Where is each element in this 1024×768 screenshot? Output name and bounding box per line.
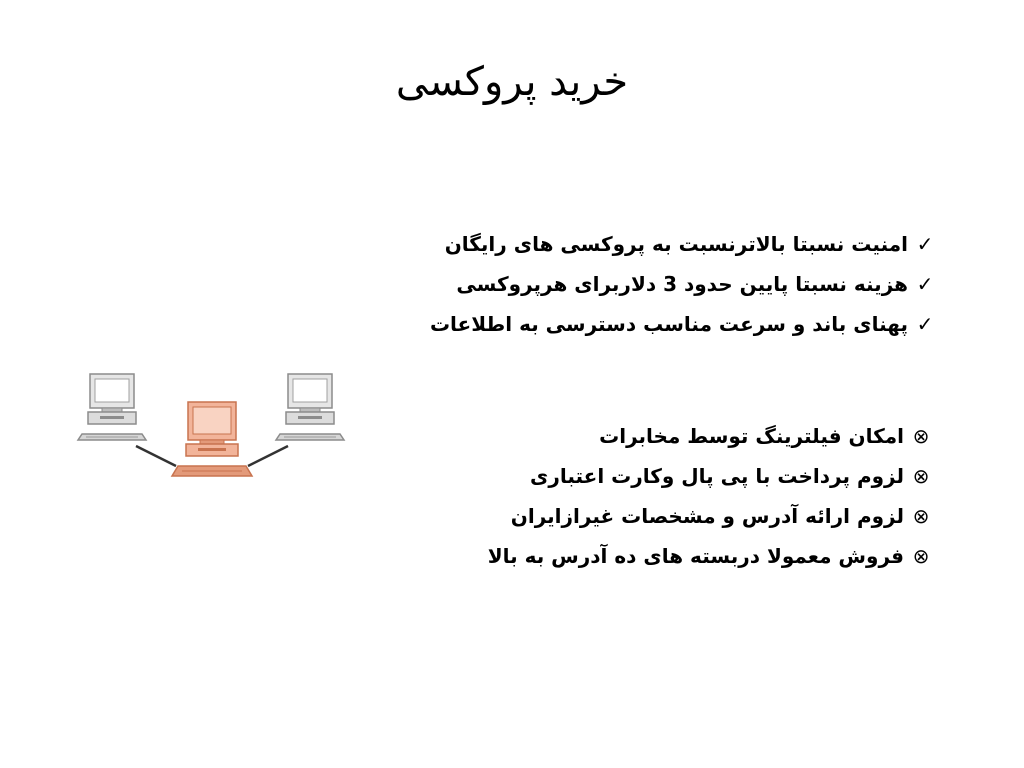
list-item: [488, 456, 932, 496]
list-item: [430, 264, 936, 304]
list-item: [488, 536, 932, 576]
cons-item-text: لزوم ارائه آدرس و مشخصات غیرازایران: [510, 504, 904, 528]
circled-x-icon: ⊗: [912, 464, 930, 488]
slide-title: خرید پروکسی: [395, 59, 629, 105]
pros-item-text: امنیت نسبتا بالاترنسبت به پروکسی های رایگان: [444, 232, 908, 256]
list-item: [430, 304, 936, 344]
check-icon: ✓: [916, 312, 934, 336]
network-link: [248, 446, 288, 466]
list-item: [488, 416, 932, 456]
proxy-computer-icon: [172, 402, 252, 476]
pros-item-text: هزینه نسبتا پایین حدود 3 دلاربرای هرپروکسی: [456, 272, 908, 296]
circled-x-icon: ⊗: [912, 544, 930, 568]
list-item: [430, 224, 936, 264]
list-item: [488, 496, 932, 536]
check-icon: ✓: [916, 272, 934, 296]
network-link: [136, 446, 176, 466]
circled-x-icon: ⊗: [912, 424, 930, 448]
circled-x-icon: ⊗: [912, 504, 930, 528]
pros-item-text: پهنای باند و سرعت مناسب دسترسی به اطلاعات: [429, 312, 908, 336]
cons-list: [488, 416, 932, 576]
cons-item-text: امکان فیلترینگ توسط مخابرات: [599, 424, 904, 448]
check-icon: ✓: [916, 232, 934, 256]
cons-item-text: فروش معمولا دربسته های ده آدرس به بالا: [487, 544, 904, 568]
computer-network-icon: [76, 370, 348, 482]
cons-item-text: لزوم پرداخت با پی پال وکارت اعتباری: [530, 464, 904, 488]
client-computer-icon: [78, 374, 146, 440]
pros-list: [430, 224, 936, 344]
client-computer-icon: [276, 374, 344, 440]
